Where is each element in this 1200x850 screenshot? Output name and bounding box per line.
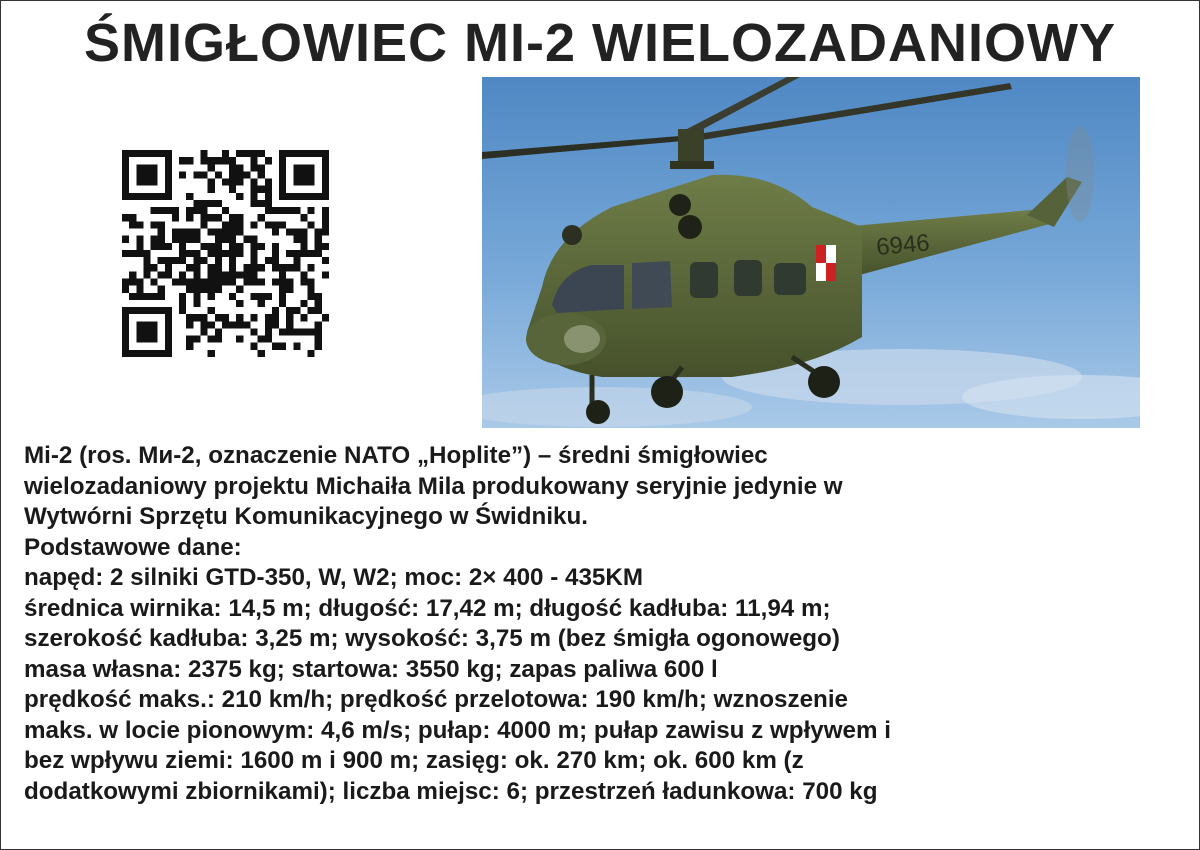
helicopter-side-number: 6946 xyxy=(875,229,931,261)
helicopter-photo xyxy=(482,77,1140,428)
qr-code-icon xyxy=(122,150,329,357)
spec-line-3: szerokość kadłuba: 3,25 m; wysokość: 3,75 m (bez śmigła ogonowego) xyxy=(24,625,840,652)
spec-line-1: napęd: 2 silniki GTD-350, W, W2; moc: 2× 400 - 435KM xyxy=(24,564,643,591)
description-line-2: wielozadaniowy projektu Michaiła Mila produkowany seryjnie jedynie w xyxy=(24,472,843,500)
spec-line-4: masa własna: 2375 kg; startowa: 3550 kg; zapas paliwa 600 l xyxy=(24,655,718,683)
description-line-1: Mi-2 (ros. Ми-2, oznaczenie NATO „Hoplite”) – średni śmigłowiec xyxy=(24,442,768,469)
description-block xyxy=(24,441,1184,807)
specs-heading: Podstawowe dane: xyxy=(24,533,242,561)
spec-line-7: bez wpływu ziemi: 1600 m i 900 m; zasięg: ok. 270 km; ok. 600 km (z xyxy=(24,747,804,774)
spec-line-2: średnica wirnika: 14,5 m; długość: 17,42 m; długość kadłuba: 11,94 m; xyxy=(24,594,831,622)
page-title: ŚMIGŁOWIEC MI-2 WIELOZADANIOWY xyxy=(84,13,1116,73)
spec-line-8: dodatkowymi zbiornikami); liczba miejsc: 6; przestrzeń ładunkowa: 700 kg xyxy=(24,777,878,805)
spec-line-5: prędkość maks.: 210 km/h; prędkość przelotowa: 190 km/h; wznoszenie xyxy=(24,686,848,713)
spec-line-6: maks. w locie pionowym: 4,6 m/s; pułap: 4000 m; pułap zawisu z wpływem i xyxy=(24,716,891,744)
description-line-3: Wytwórni Sprzętu Komunikacyjnego w Świdniku. xyxy=(24,503,588,530)
